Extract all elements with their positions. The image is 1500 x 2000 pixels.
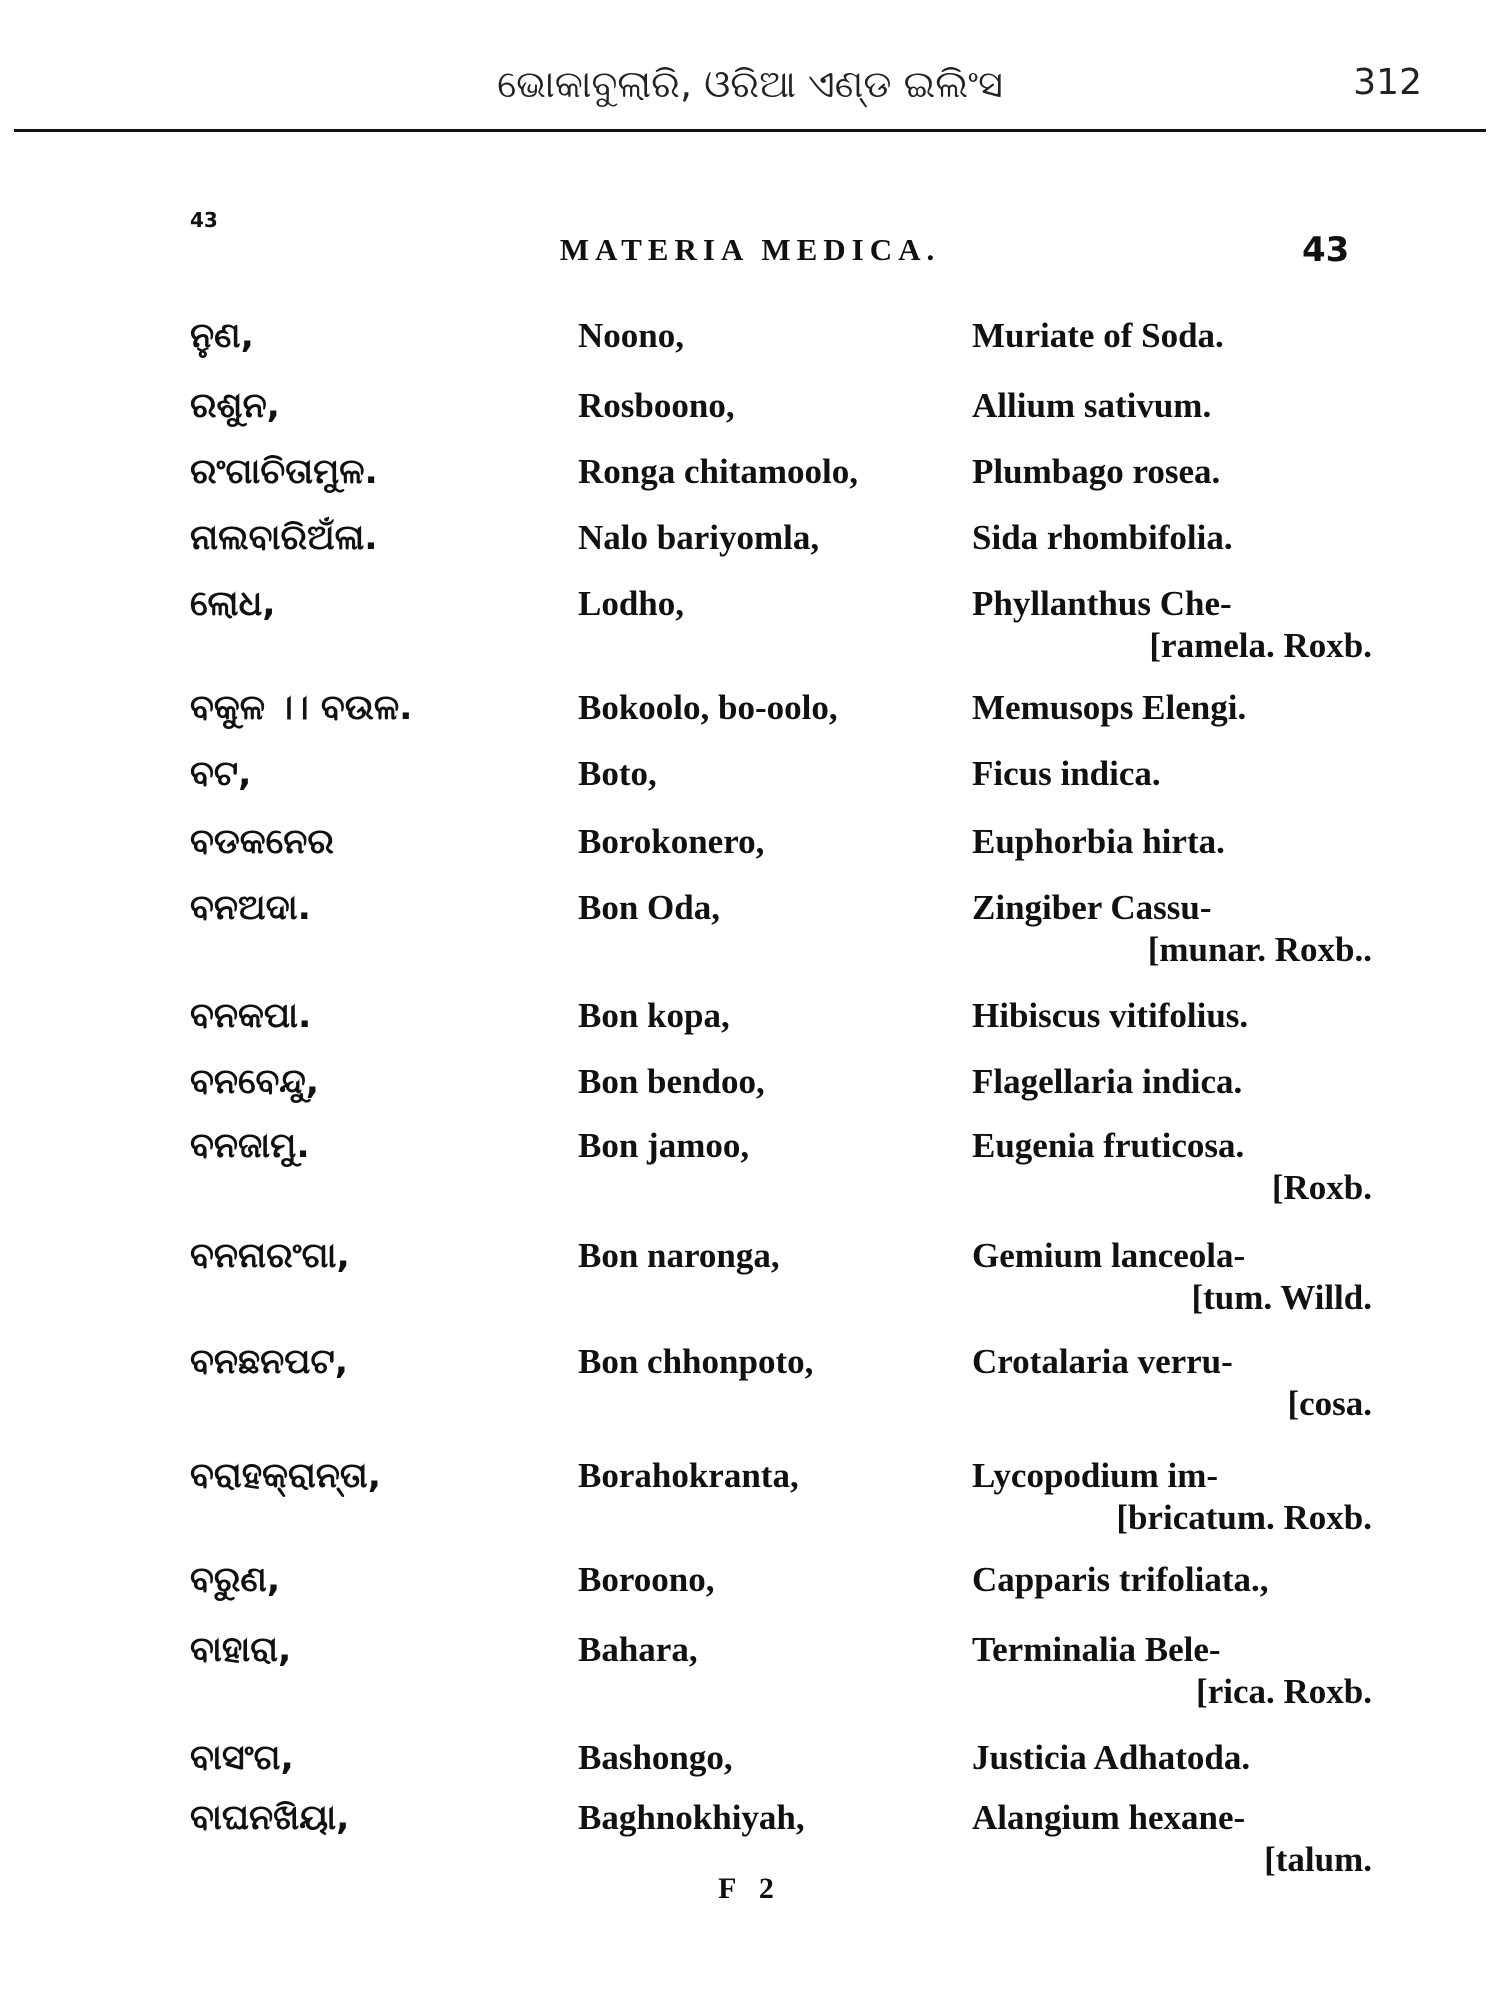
botanical-name — [972, 316, 1372, 358]
botanical-line-2: [ramela. Roxb. — [1149, 626, 1372, 665]
oriya-term: ବାସଂଗ, — [190, 1738, 294, 1778]
botanical-name — [972, 1630, 1372, 1712]
botanical-line-2: [tum. Willd. — [1191, 1278, 1372, 1317]
oriya-term: ନୁଣ, — [190, 316, 254, 356]
botanical-line-1: Terminalia Bele- — [972, 1630, 1221, 1669]
page-number: 312 — [1353, 62, 1422, 103]
botanical-name — [972, 1126, 1372, 1208]
botanical-line-2: [Roxb. — [1271, 1168, 1372, 1207]
botanical-line-1: Allium sativum. — [972, 386, 1212, 425]
botanical-line-2: [munar. Roxb.. — [1147, 930, 1372, 969]
transliteration: Borahokranta, — [578, 1456, 799, 1495]
printer-signature: F 2 — [718, 1872, 782, 1905]
oriya-term: ରଂଗାଚିତାମୁଳ. — [190, 452, 378, 492]
botanical-line-1: Sida rhombifolia. — [972, 518, 1233, 557]
transliteration: Bokoolo, bo-oolo, — [578, 688, 838, 727]
transliteration: Borokonero, — [578, 822, 765, 861]
oriya-term: ବାହାରା, — [190, 1630, 292, 1670]
transliteration: Bon bendoo, — [578, 1062, 765, 1101]
botanical-name — [972, 1342, 1372, 1424]
botanical-name — [972, 754, 1372, 796]
botanical-name — [972, 584, 1372, 666]
botanical-name — [972, 1798, 1372, 1880]
botanical-name — [972, 822, 1372, 864]
transliteration: Ronga chitamoolo, — [578, 452, 858, 491]
oriya-term: ରଶୁନ, — [190, 386, 280, 426]
botanical-name — [972, 688, 1372, 730]
botanical-line-1: Justicia Adhatoda. — [972, 1738, 1251, 1777]
botanical-name — [972, 1236, 1372, 1318]
transliteration: Bon jamoo, — [578, 1126, 750, 1165]
botanical-line-1: Zingiber Cassu- — [972, 888, 1212, 927]
transliteration: Bon Oda, — [578, 888, 720, 927]
oriya-term: ନାଲବାରିଅଁଳା. — [190, 518, 378, 558]
running-title: ଭୋକାବୁଲାରି, ଓରିଆ ଏଣ୍ଡ ଇଲିଂସ — [497, 62, 1003, 106]
botanical-line-1: Flagellaria indica. — [972, 1062, 1243, 1101]
transliteration: Bashongo, — [578, 1738, 733, 1777]
transliteration: Boroono, — [578, 1560, 715, 1599]
oriya-term: ବନଛନପଟ, — [190, 1342, 349, 1382]
botanical-name — [972, 518, 1372, 560]
oriya-term: ବନନାରଂଗା, — [190, 1236, 350, 1276]
oriya-term: ବନବେନ୍ଦୁ, — [190, 1062, 320, 1102]
botanical-line-1: Euphorbia hirta. — [972, 822, 1225, 861]
transliteration: Bahara, — [578, 1630, 698, 1669]
oriya-term: ବକୁଳ ।। ବଉଳ. — [190, 688, 413, 728]
botanical-line-1: Memusops Elengi. — [972, 688, 1247, 727]
botanical-line-1: Hibiscus vitifolius. — [972, 996, 1249, 1035]
botanical-line-2: [cosa. — [1287, 1384, 1372, 1423]
oriya-term: ବନଜାମୁ. — [190, 1126, 310, 1166]
transliteration: Bon naronga, — [578, 1236, 780, 1275]
transliteration: Rosboono, — [578, 386, 735, 425]
transliteration: Noono, — [578, 316, 684, 355]
botanical-name — [972, 1560, 1372, 1602]
transliteration: Bon chhonpoto, — [578, 1342, 814, 1381]
botanical-line-1: Ficus indica. — [972, 754, 1161, 793]
section-title: MATERIA MEDICA. — [559, 232, 941, 267]
corner-page-mark: 43 — [1302, 230, 1350, 270]
oriya-term: ବରାହକ୍ରାନ୍ତା, — [190, 1456, 382, 1496]
botanical-line-1: Muriate of Soda. — [972, 316, 1224, 355]
botanical-name — [972, 1062, 1372, 1104]
oriya-term: ଲୋଧ, — [190, 584, 276, 624]
botanical-line-2: [rica. Roxb. — [1196, 1672, 1372, 1711]
botanical-name — [972, 888, 1372, 970]
botanical-name — [972, 452, 1372, 494]
botanical-line-1: Crotalaria verru- — [972, 1342, 1233, 1381]
botanical-line-1: Plumbago rosea. — [972, 452, 1221, 491]
transliteration: Bon kopa, — [578, 996, 730, 1035]
oriya-term: ବନକପା. — [190, 996, 312, 1036]
transliteration: Boto, — [578, 754, 657, 793]
oriya-term: ବନଅଦା. — [190, 888, 311, 928]
botanical-line-1: Eugenia fruticosa. — [972, 1126, 1245, 1165]
transliteration: Baghnokhiyah, — [578, 1798, 805, 1837]
botanical-line-1: Alangium hexane- — [972, 1798, 1246, 1837]
transliteration: Lodho, — [578, 584, 685, 623]
oriya-term: ବଡକନେର — [190, 822, 334, 862]
botanical-line-1: Lycopodium im- — [972, 1456, 1219, 1495]
oriya-term: ବାଘନଖିୟା, — [190, 1798, 350, 1838]
oriya-term: ବଟ, — [190, 754, 252, 794]
botanical-name — [972, 386, 1372, 428]
botanical-line-1: Phyllanthus Che- — [972, 584, 1232, 623]
transliteration: Nalo bariyomla, — [578, 518, 820, 557]
botanical-name — [972, 996, 1372, 1038]
botanical-line-2: [bricatum. Roxb. — [1116, 1498, 1372, 1537]
botanical-name — [972, 1738, 1372, 1780]
scan-page-number: 43 — [190, 208, 218, 232]
botanical-line-2: [talum. — [1264, 1840, 1372, 1879]
botanical-name — [972, 1456, 1372, 1538]
oriya-term: ବରୁଣ, — [190, 1560, 281, 1600]
botanical-line-1: Gemium lanceola- — [972, 1236, 1246, 1275]
botanical-line-1: Capparis trifoliata., — [972, 1560, 1269, 1599]
